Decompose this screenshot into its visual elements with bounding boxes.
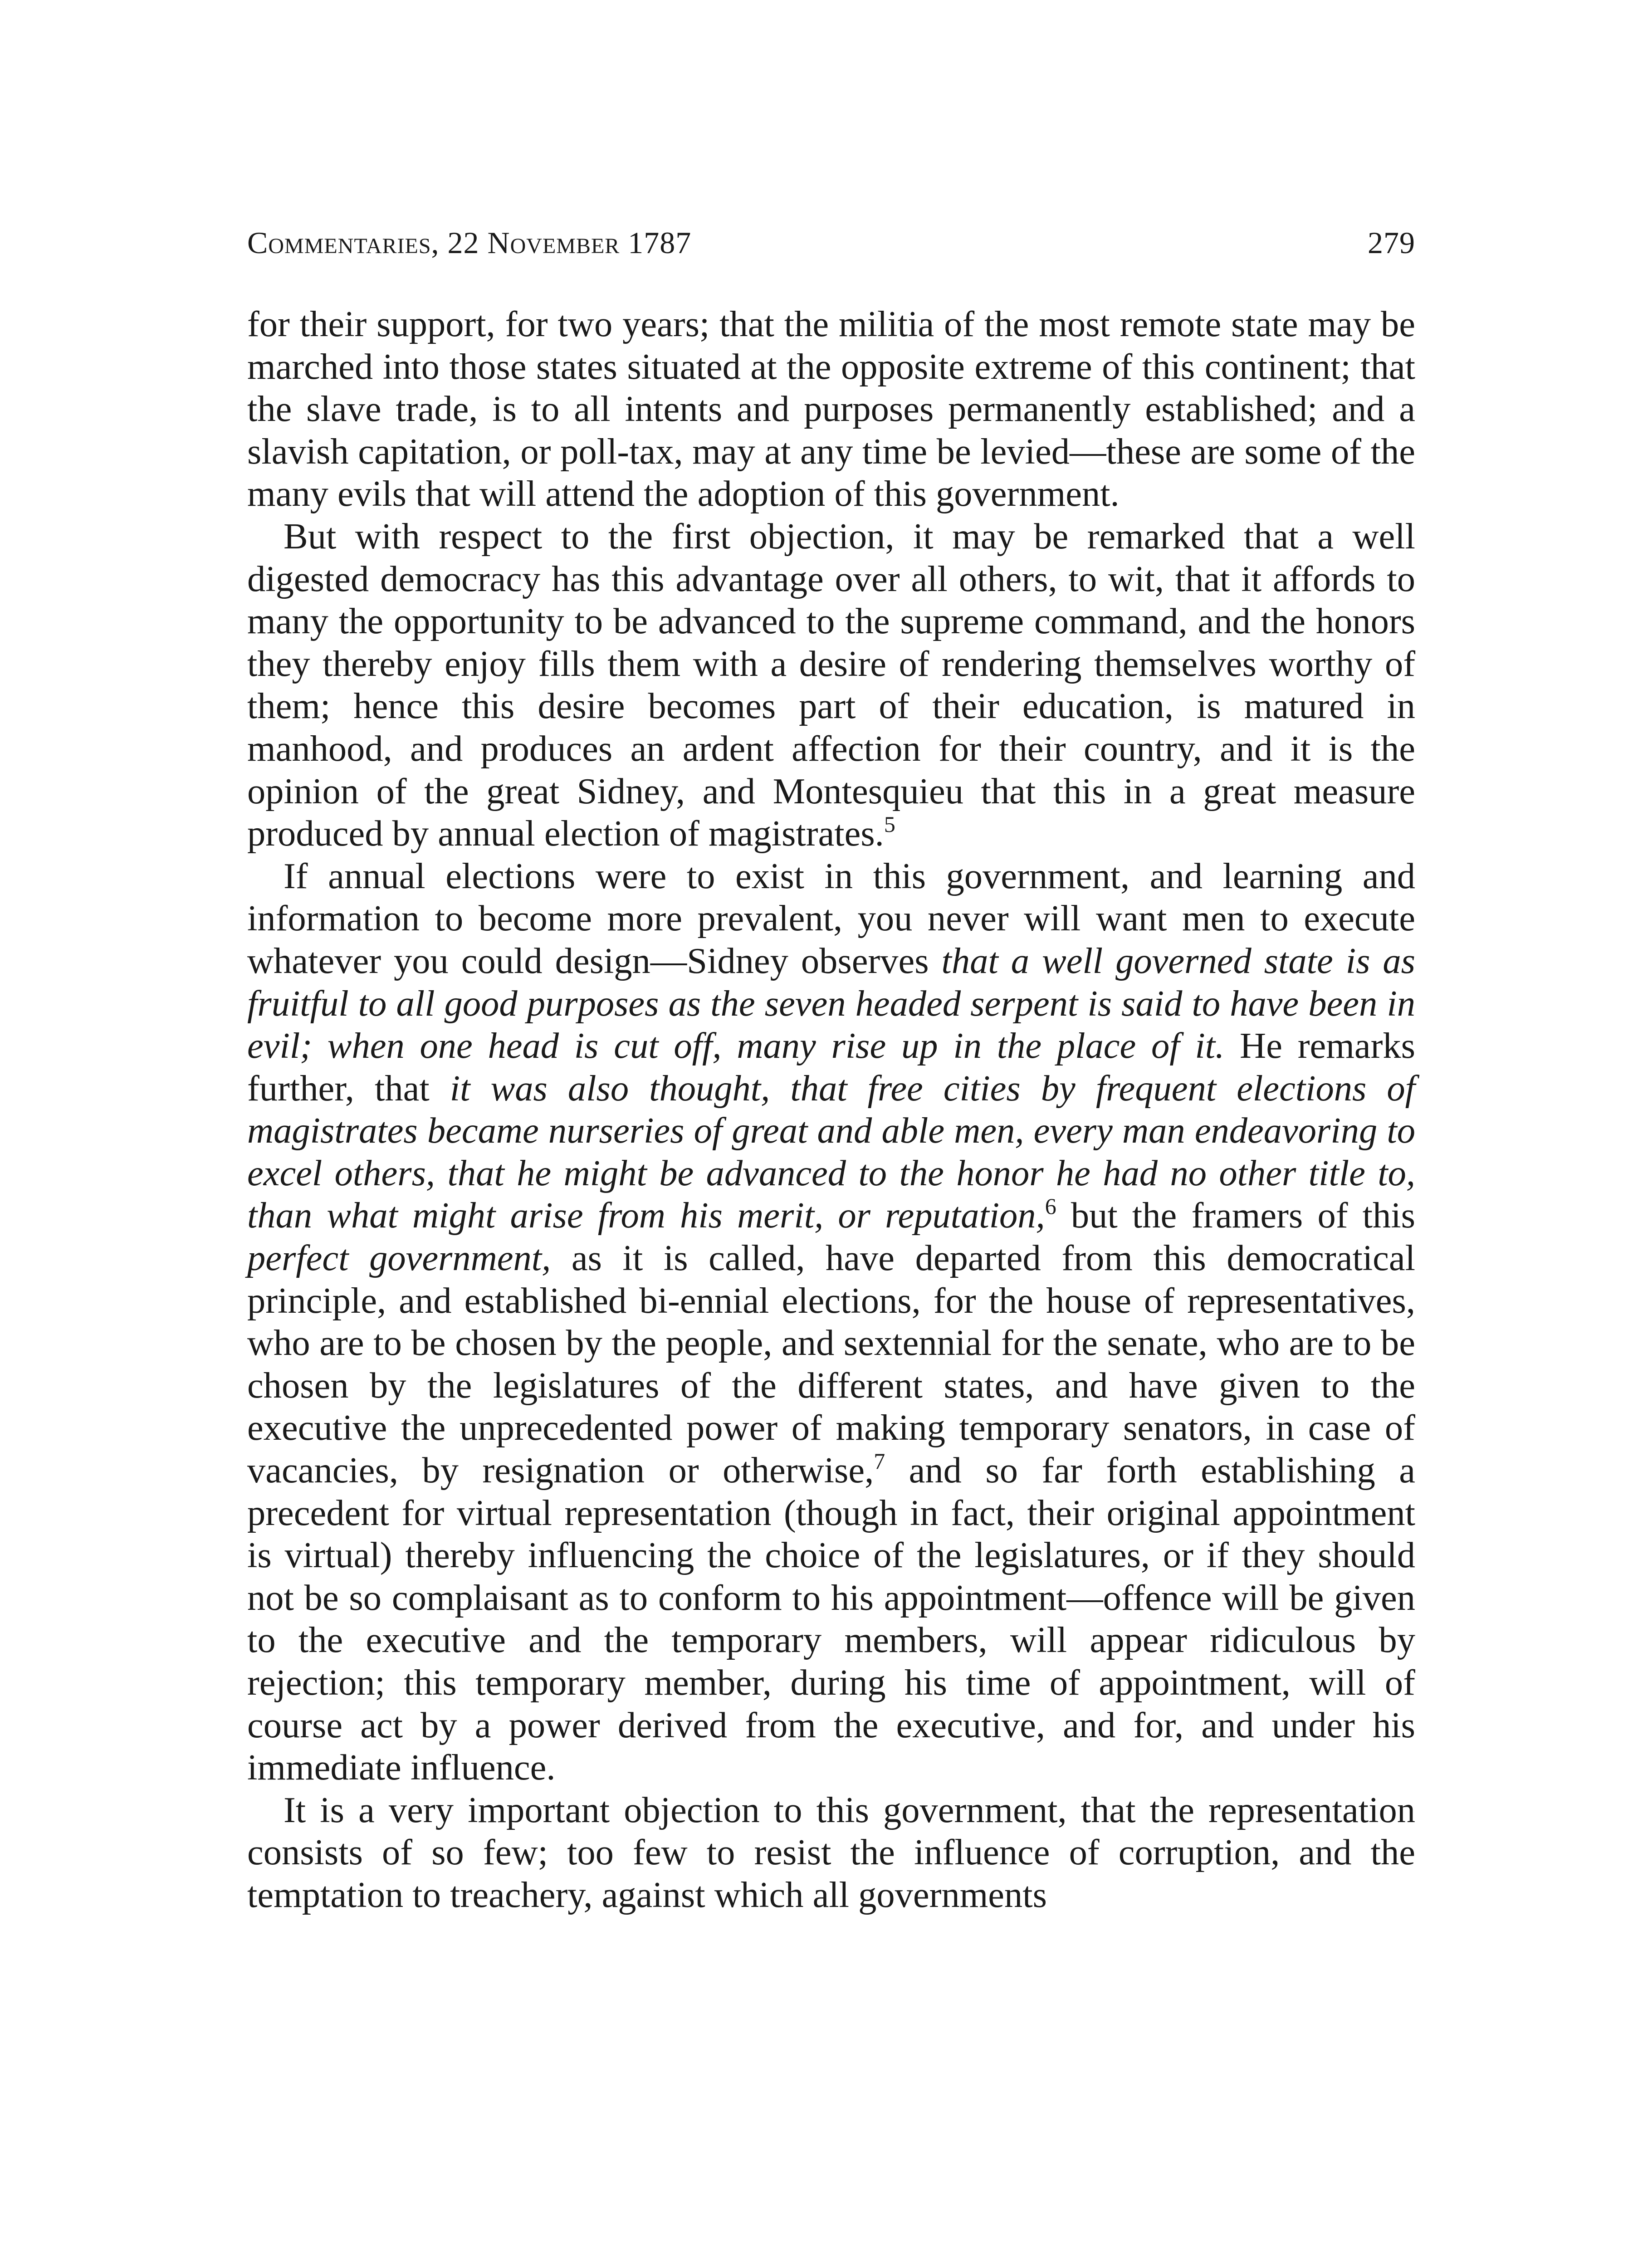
text-run: But with respect to the first objection, it may be remarked that a well digested democracy has this advantage over all others, to wit, that it affords to many the opportunity to be advanced to the supreme command, and the honors they thereby enjoy fills them with a desire of rendering themselves worthy of them; hence this desire becomes part of their education, is matured in manhood, and produces an ardent affection for their country, and it is the opinion of the great Sidney, and Montesquieu that this in a great measure produced by annual election of magistrates.	[247, 516, 1415, 854]
italic-text: perfect government,	[247, 1238, 551, 1279]
paragraph	[247, 515, 1415, 855]
text-run: It is a very important objection to this government, that the representation consists of so few; too few to resist the influence of corruption, and the temptation to treachery, against which all governments	[247, 1789, 1415, 1915]
page-number: 279	[1368, 225, 1415, 260]
footnote-marker: 6	[1045, 1193, 1056, 1219]
text-run: He remarks further, that	[247, 1026, 1415, 1109]
italic-text: that a well governed state is as fruitful to all good purposes as the seven headed serpent is said to have been in evil; when one head is cut off, many rise up in the place of it.	[247, 940, 1415, 1066]
text-run: and so far forth establishing a precedent for virtual representation (though in fact, their original appointment is virtual) thereby influencing the choice of the legislatures, or if they should not be so complaisant as to conform to his appointment—offence will be given to the executive and the temporary members, will appear ridiculous by rejection; this temporary member, during his time of appointment, will of course act by a power derived from the executive, and for, and under his immediate influence.	[247, 1450, 1415, 1788]
paragraph	[247, 855, 1415, 1789]
body-text	[247, 303, 1415, 1916]
paragraph	[247, 303, 1415, 515]
running-head	[247, 220, 1415, 265]
text-run: but the framers of this	[1056, 1195, 1415, 1236]
text-run: for their support, for two years; that the militia of the most remote state may be marched into those states situated at the opposite extreme of this continent; that the slave trade, is to all intents and purposes permanently established; and a slavish capitation, or poll-tax, may at any time be levied—these are some of the many evils that will attend the adoption of this government.	[247, 304, 1415, 514]
italic-text: it was also thought, that free cities by frequent elections of magistrates became nurseries of great and able men, every man endeavoring to excel others, that he might be advanced to the honor he had no other title to, than what might arise from his merit, or reputation,	[247, 1068, 1415, 1236]
paragraph	[247, 1789, 1415, 1916]
text-run: If annual elections were to exist in this government, and learning and information to become more prevalent, you never will want men to execute whatever you could design—Sidney observes	[247, 855, 1415, 981]
text-run: as it is called, have departed from this democratical principle, and established bi-ennial elections, for the house of representatives, who are to be chosen by the people, and sextennial for the senate, who are to be chosen by the legislatures of the different states, and have given to the executive the unprecedented power of making temporary senators, in case of vacancies, by resignation or otherwise,	[247, 1238, 1415, 1491]
footnote-marker: 5	[884, 811, 895, 837]
running-title: Commentaries, 22 November 1787	[247, 225, 692, 260]
footnote-marker: 7	[874, 1448, 885, 1474]
